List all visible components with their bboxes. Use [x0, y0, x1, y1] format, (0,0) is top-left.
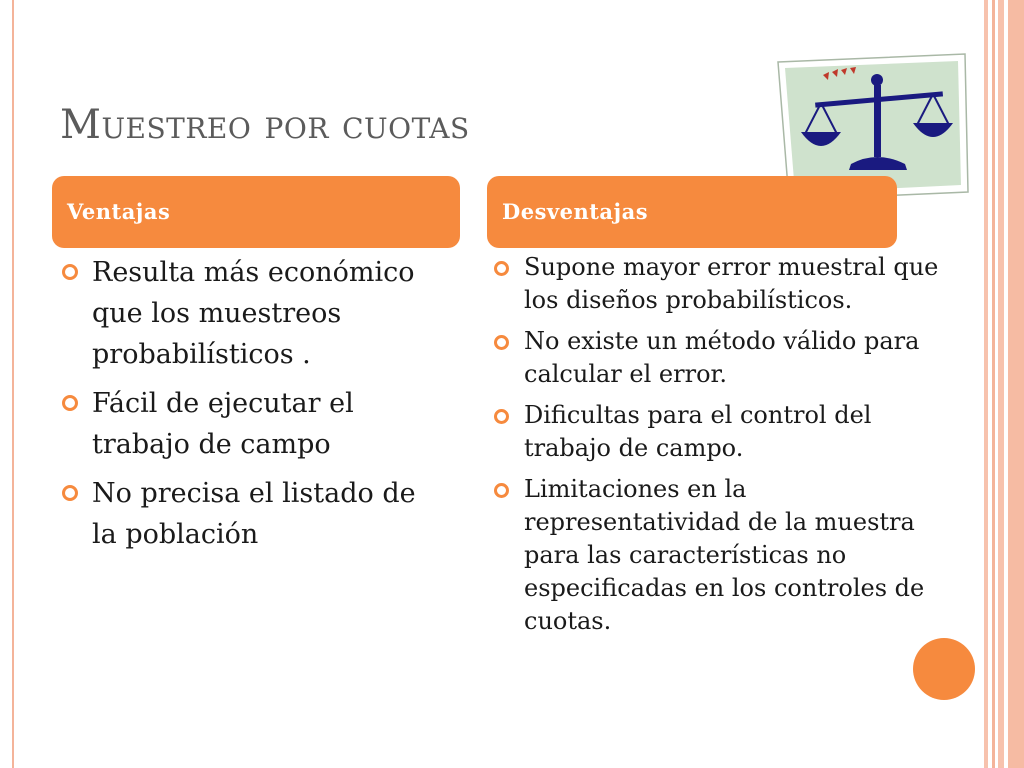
list-item: [494, 399, 954, 465]
list-item: [62, 252, 422, 375]
bullet-icon: [494, 335, 509, 350]
list-item-text: Resulta más económico que los muestreos probabilísticos .: [92, 257, 415, 370]
list-item-text: Supone mayor error muestral que los diseños probabilísticos.: [524, 253, 939, 314]
list-item: [62, 473, 422, 555]
left-border-line: [12, 0, 14, 768]
list-item: [62, 383, 422, 465]
bullet-icon: [494, 483, 509, 498]
list-item-text: No existe un método válido para calcular el error.: [524, 327, 920, 388]
header-desventajas: Desventajas: [487, 176, 897, 248]
list-item-text: No precisa el listado de la población: [92, 478, 416, 550]
list-item-text: Limitaciones en la representatividad de la muestra para las características no especificadas en los controles de cuotas.: [524, 475, 925, 635]
slide-title: Muestreo por cuotas: [60, 102, 470, 148]
list-item: [494, 325, 954, 391]
list-item-text: Fácil de ejecutar el trabajo de campo: [92, 388, 354, 460]
list-item: [494, 251, 954, 317]
decorative-circle: [913, 638, 975, 700]
bullet-icon: [62, 485, 78, 501]
list-item: [494, 473, 954, 638]
ventajas-list: [62, 252, 422, 563]
header-ventajas: Ventajas: [52, 176, 460, 248]
list-item-text: Dificultas para el control del trabajo de campo.: [524, 401, 872, 462]
bullet-icon: [494, 261, 509, 276]
bullet-icon: [494, 409, 509, 424]
right-decorative-stripes: [984, 0, 1024, 768]
bullet-icon: [62, 395, 78, 411]
desventajas-list: [494, 251, 954, 646]
bullet-icon: [62, 264, 78, 280]
